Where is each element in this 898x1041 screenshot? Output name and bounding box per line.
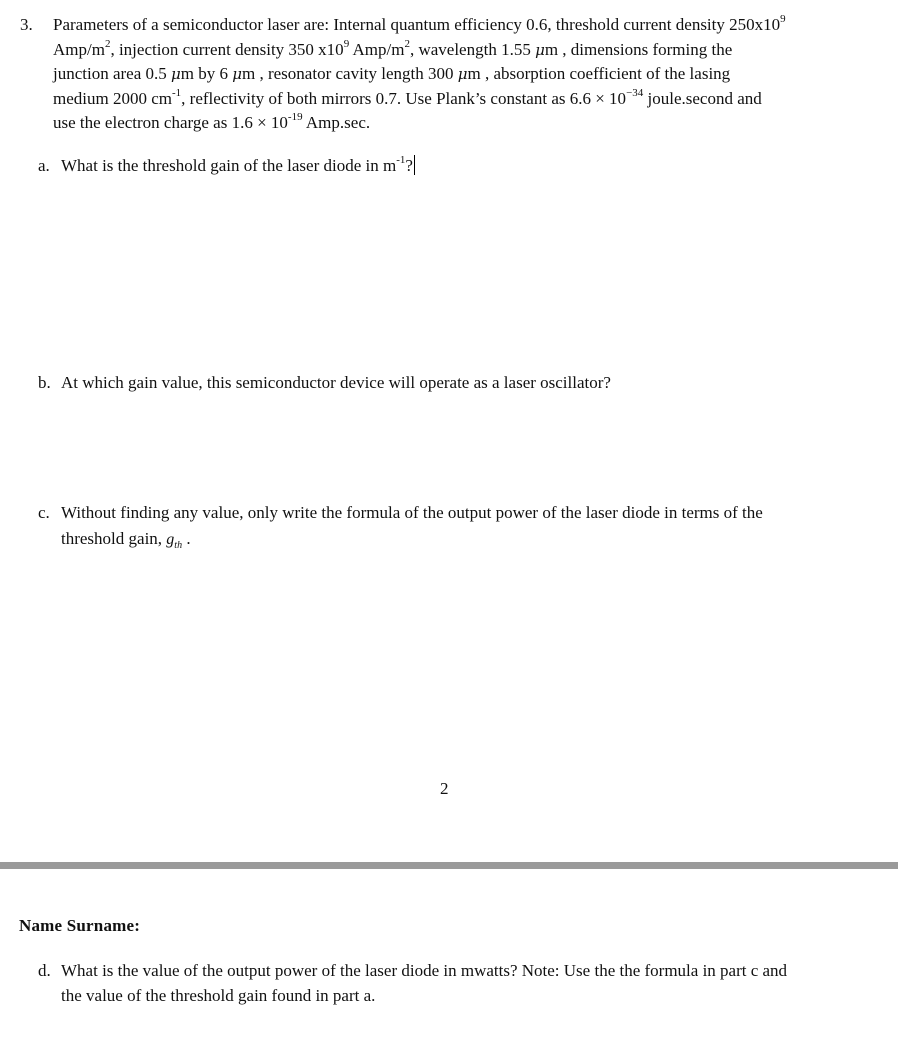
part-c-letter: c.: [38, 503, 50, 522]
intro-text: m , dimensions forming the: [544, 39, 733, 59]
intro-line-4: [53, 87, 873, 112]
intro-text: , reflectivity of both mirrors 0.7. Use Plank’s constant as 6.6 × 10: [181, 88, 627, 108]
superscript: -1: [396, 154, 406, 167]
intro-text: Amp/m: [53, 39, 105, 59]
name-surname-label: Name Surname:: [19, 916, 141, 935]
mu-symbol: μ: [457, 65, 468, 83]
gain-symbol: g: [166, 531, 175, 548]
question-intro: [53, 13, 873, 136]
mu-symbol: μ: [535, 40, 545, 59]
part-a: [38, 153, 878, 179]
intro-text: joule.second and: [643, 88, 762, 108]
text-cursor: [414, 155, 415, 175]
part-a-question: What is the threshold gain of the laser diode in m: [61, 156, 397, 175]
intro-text: Amp.sec.: [302, 113, 371, 132]
superscript: 2: [104, 37, 111, 50]
part-d-letter: d.: [38, 961, 51, 980]
part-d: [38, 958, 888, 1010]
intro-text: , wavelength 1.55: [409, 39, 536, 59]
intro-text: m , absorption coefficient of the lasing: [467, 64, 731, 83]
threshold-gain-symbol: [166, 531, 183, 552]
mu-symbol: μ: [232, 65, 242, 83]
intro-text: m , resonator cavity length 300: [242, 64, 458, 83]
question-number: 3.: [20, 15, 33, 34]
intro-line-5: [53, 111, 873, 136]
part-c: [38, 500, 878, 552]
part-b: [38, 370, 878, 396]
superscript: -19: [287, 111, 303, 124]
intro-text: use the electron charge as 1.6 × 10: [53, 113, 288, 132]
page-number: 2: [440, 779, 449, 798]
intro-line-2: [53, 38, 873, 63]
intro-text: Amp/m: [349, 39, 405, 59]
mu-symbol: μ: [171, 65, 181, 83]
superscript: 9: [780, 13, 786, 26]
intro-text: m by 6: [180, 64, 233, 83]
part-b-text: At which gain value, this semiconductor device will operate as a laser oscillator?: [61, 373, 611, 392]
page-divider: [0, 862, 898, 869]
part-d-line-2: the value of the threshold gain found in part a.: [61, 986, 376, 1005]
superscript: −34: [626, 86, 644, 99]
part-a-letter: a.: [38, 156, 50, 175]
superscript: 9: [343, 37, 350, 50]
superscript: -1: [171, 86, 182, 99]
gain-subscript: th: [174, 540, 183, 552]
part-c-end: .: [182, 529, 191, 548]
part-c-line-1: Without finding any value, only write the formula of the output power of the laser diode in terms of the: [61, 503, 763, 522]
part-a-text[interactable]: [61, 153, 415, 179]
intro-line-1: [53, 13, 873, 38]
part-b-letter: b.: [38, 373, 51, 392]
intro-line-3: [53, 62, 873, 87]
superscript: 2: [404, 37, 410, 50]
intro-text: , injection current density 350 x10: [110, 39, 344, 59]
part-c-line-2: [61, 526, 191, 559]
part-d-line-1: What is the value of the output power of the laser diode in mwatts? Note: Use the the formula in part c and: [61, 961, 788, 980]
intro-text: medium 2000 cm: [53, 88, 172, 108]
intro-text: junction area 0.5: [53, 64, 172, 83]
part-a-end: ?: [405, 156, 413, 175]
part-c-text: threshold gain,: [61, 529, 167, 548]
intro-text: Parameters of a semiconductor laser are: Internal quantum efficiency 0.6, threshold current density 250x10: [53, 15, 781, 34]
